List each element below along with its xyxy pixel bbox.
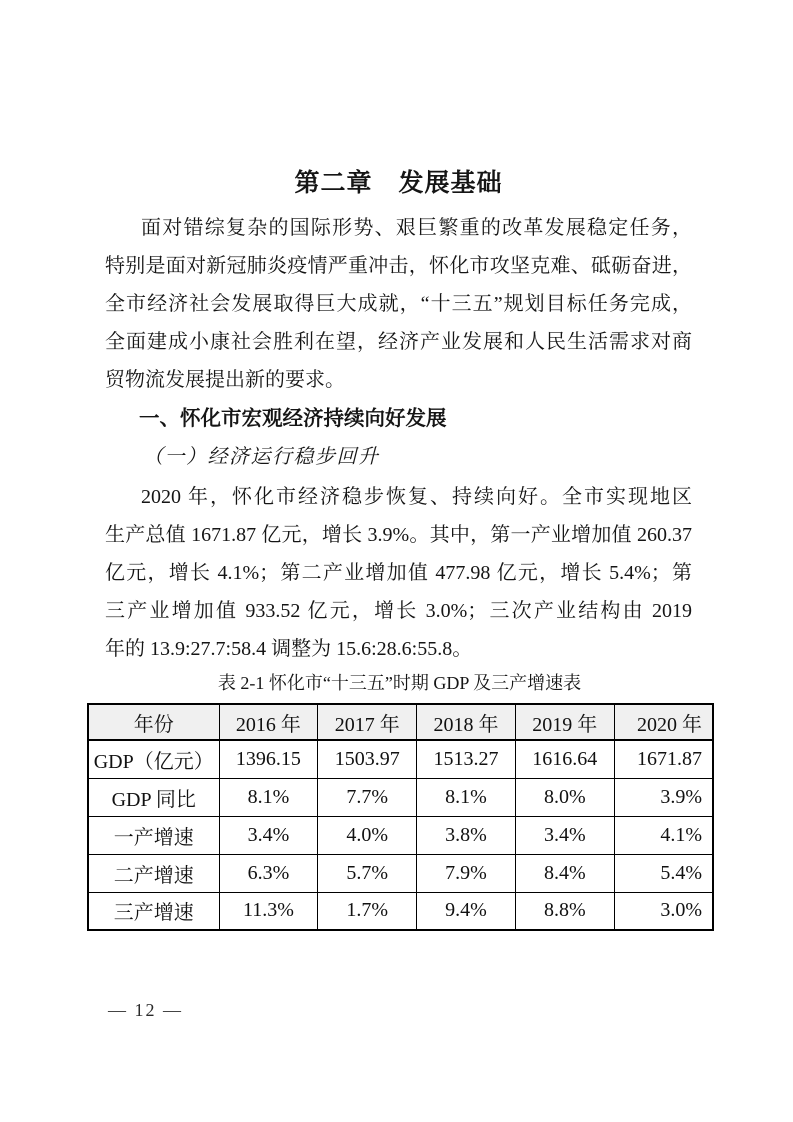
table-cell: 3.4% <box>219 816 318 854</box>
paragraph-intro <box>105 209 692 399</box>
table-cell: 5.4% <box>614 854 713 892</box>
table-cell: 9.4% <box>417 892 516 930</box>
table-cell: 4.0% <box>318 816 417 854</box>
table-cell: 6.3% <box>219 854 318 892</box>
table-cell: 7.9% <box>417 854 516 892</box>
text-line: 特别是面对新冠肺炎疫情严重冲击，怀化市攻坚克难、砥砺奋进， <box>105 255 692 277</box>
table-cell: 1396.15 <box>219 740 318 778</box>
text-line: 全市经济社会发展取得巨大成就，“十三五”规划目标任务完成， <box>105 293 692 315</box>
table-cell: 3.0% <box>614 892 713 930</box>
table-cell: 8.8% <box>515 892 614 930</box>
table-cell: 8.0% <box>515 778 614 816</box>
row-label: 三产增速 <box>88 892 219 930</box>
text-line: 亿元，增长 4.1%；第二产业增加值 477.98 亿元，增长 5.4%；第 <box>105 562 692 584</box>
table-cell: 7.7% <box>318 778 417 816</box>
row-label: 一产增速 <box>88 816 219 854</box>
table-row <box>88 892 713 930</box>
section-heading: 一、怀化市宏观经济持续向好发展 <box>139 407 447 430</box>
table-row <box>88 816 713 854</box>
table-cell: 8.1% <box>219 778 318 816</box>
table-row <box>88 740 713 778</box>
table-header-cell: 2019 年 <box>515 704 614 740</box>
table-header-cell: 2018 年 <box>417 704 516 740</box>
table-cell: 3.9% <box>614 778 713 816</box>
text-line: 生产总值 1671.87 亿元，增长 3.9%。其中，第一产业增加值 260.37 <box>105 524 692 546</box>
paragraph-economy <box>105 478 692 668</box>
subsection-heading: （一）经济运行稳步回升 <box>143 446 380 468</box>
table-cell: 1671.87 <box>614 740 713 778</box>
table-cell: 1616.64 <box>515 740 614 778</box>
table-cell: 8.4% <box>515 854 614 892</box>
table-caption: 表 2-1 怀化市“十三五”时期 GDP 及三产增速表 <box>217 673 582 693</box>
table-row <box>88 778 713 816</box>
table-cell: 5.7% <box>318 854 417 892</box>
table-row <box>88 854 713 892</box>
table-header-cell: 2016 年 <box>219 704 318 740</box>
text-line: 年的 13.9:27.7:58.4 调整为 15.6:28.6:55.8。 <box>105 638 473 660</box>
table-cell: 11.3% <box>219 892 318 930</box>
row-label: GDP（亿元） <box>88 740 219 778</box>
text-line: 2020 年，怀化市经济稳步恢复、持续向好。全市实现地区 <box>141 486 692 508</box>
text-line: 贸物流发展提出新的要求。 <box>105 369 345 391</box>
text-line: 全面建成小康社会胜利在望，经济产业发展和人民生活需求对商 <box>105 331 692 353</box>
table-cell: 8.1% <box>417 778 516 816</box>
table-cell: 4.1% <box>614 816 713 854</box>
table-header-cell: 2020 年 <box>614 704 713 740</box>
text-line: 三产业增加值 933.52 亿元，增长 3.0%；三次产业结构由 2019 <box>105 600 692 622</box>
row-label: 二产增速 <box>88 854 219 892</box>
table-header-cell: 2017 年 <box>318 704 417 740</box>
table-cell: 3.8% <box>417 816 516 854</box>
gdp-table <box>87 703 714 931</box>
table-cell: 1503.97 <box>318 740 417 778</box>
table-header-row <box>88 704 713 740</box>
page-number: — 12 — <box>108 1000 183 1020</box>
table-cell: 1.7% <box>318 892 417 930</box>
table-cell: 1513.27 <box>417 740 516 778</box>
chapter-title: 第二章 发展基础 <box>294 169 503 197</box>
row-label: GDP 同比 <box>88 778 219 816</box>
table-cell: 3.4% <box>515 816 614 854</box>
text-line: 面对错综复杂的国际形势、艰巨繁重的改革发展稳定任务， <box>141 217 692 239</box>
table-header-cell: 年份 <box>88 704 219 740</box>
